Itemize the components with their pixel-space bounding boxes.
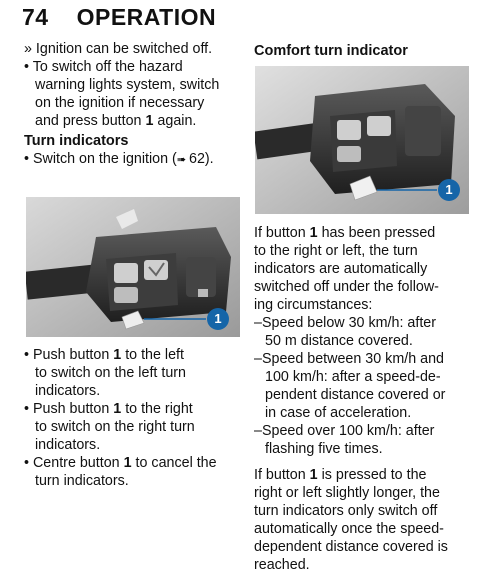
p2-line-5: dependent distance covered is <box>254 539 448 555</box>
handlebar-switch-illustration <box>255 66 469 214</box>
bullet-2-line-2: to switch on the right turn <box>35 419 195 435</box>
page-number: 74 <box>22 4 49 30</box>
condition-1-line-1: –Speed below 30 km/h: after <box>254 315 436 331</box>
bullet-1-line-3: indicators. <box>35 383 101 399</box>
intro-line-1: » Ignition can be switched off. <box>24 41 213 57</box>
switch-on-text: • Switch on the ignition ( <box>24 151 177 167</box>
left-bullets <box>24 346 246 490</box>
page-ref-arrow-icon: ➠ <box>176 154 186 166</box>
condition-2-line-1: –Speed between 30 km/h and <box>254 351 444 367</box>
figure-callout-1: 1 <box>445 182 453 197</box>
left-switch-figure <box>26 197 240 337</box>
switch-on-line <box>24 150 246 169</box>
bullet-2-text: • Push button <box>24 401 114 417</box>
left-column <box>24 40 246 169</box>
p2-line-4: automatically once the speed- <box>254 521 444 537</box>
p1-line-1 <box>254 224 476 242</box>
p2-tail: is pressed to the <box>317 467 427 483</box>
p1-line-2: to the right or left, the turn <box>254 243 418 259</box>
bullet-3-line-2: turn indicators. <box>35 473 129 489</box>
right-switch-figure <box>255 66 469 214</box>
p2-text: If button <box>254 467 310 483</box>
section-title-comfort-turn-indicator: Comfort turn indicator <box>254 43 408 59</box>
bullet-2-line-3: indicators. <box>35 437 101 453</box>
button-ref: 1 <box>145 113 154 129</box>
bullet-3-tail: to cancel the <box>131 455 217 471</box>
p2-line-6: reached. <box>254 557 310 573</box>
intro-tail: again. <box>153 113 197 129</box>
switch-on-ref: 62). <box>185 151 214 167</box>
p2-line-3: turn indicators only switch off <box>254 503 438 519</box>
condition-2-line-3: pendent distance covered or <box>265 387 446 403</box>
p1-line-3: indicators are automatically <box>254 261 428 277</box>
p2-line-1 <box>254 466 476 484</box>
bullet-3-line-1 <box>24 454 246 472</box>
condition-3-line-1: –Speed over 100 km/h: after <box>254 423 435 439</box>
condition-3-line-2: flashing five times. <box>265 441 383 457</box>
intro-line-5 <box>24 112 246 130</box>
p1-line-5: ing circumstances: <box>254 297 373 313</box>
condition-1-line-2: 50 m distance covered. <box>265 333 413 349</box>
p1-tail: has been pressed <box>317 225 436 241</box>
button-ref: 1 <box>113 401 122 417</box>
intro-line-3: warning lights system, switch <box>35 77 220 93</box>
intro-text: and press button <box>35 113 142 129</box>
bullet-1-line-1 <box>24 346 246 364</box>
intro-line-2: • To switch off the hazard <box>24 59 183 75</box>
right-text <box>254 224 476 574</box>
bullet-1-text: • Push button <box>24 347 114 363</box>
bullet-3-text: • Centre button <box>24 455 124 471</box>
condition-2-line-4: in case of acceleration. <box>265 405 412 421</box>
button-ref: 1 <box>123 455 132 471</box>
section-title-turn-indicators: Turn indicators <box>24 133 129 149</box>
p1-text: If button <box>254 225 310 241</box>
button-ref: 1 <box>309 467 318 483</box>
p1-line-4: switched off under the follow- <box>254 279 439 295</box>
figure-callout-1: 1 <box>214 311 222 326</box>
bullet-1-tail: to the left <box>121 347 185 363</box>
intro-line-4: on the ignition if necessary <box>35 95 205 111</box>
bullet-2-line-1 <box>24 400 246 418</box>
right-column <box>254 40 476 60</box>
button-ref: 1 <box>309 225 318 241</box>
paragraph-gap <box>254 458 476 466</box>
bullet-2-tail: to the right <box>121 401 193 417</box>
button-ref: 1 <box>113 347 122 363</box>
page-title: OPERATION <box>76 4 217 30</box>
condition-2-line-2: 100 km/h: after a speed-de- <box>265 369 441 385</box>
bullet-1-line-2: to switch on the left turn <box>35 365 186 381</box>
page-header <box>22 4 216 34</box>
p2-line-2: right or left slightly longer, the <box>254 485 440 501</box>
